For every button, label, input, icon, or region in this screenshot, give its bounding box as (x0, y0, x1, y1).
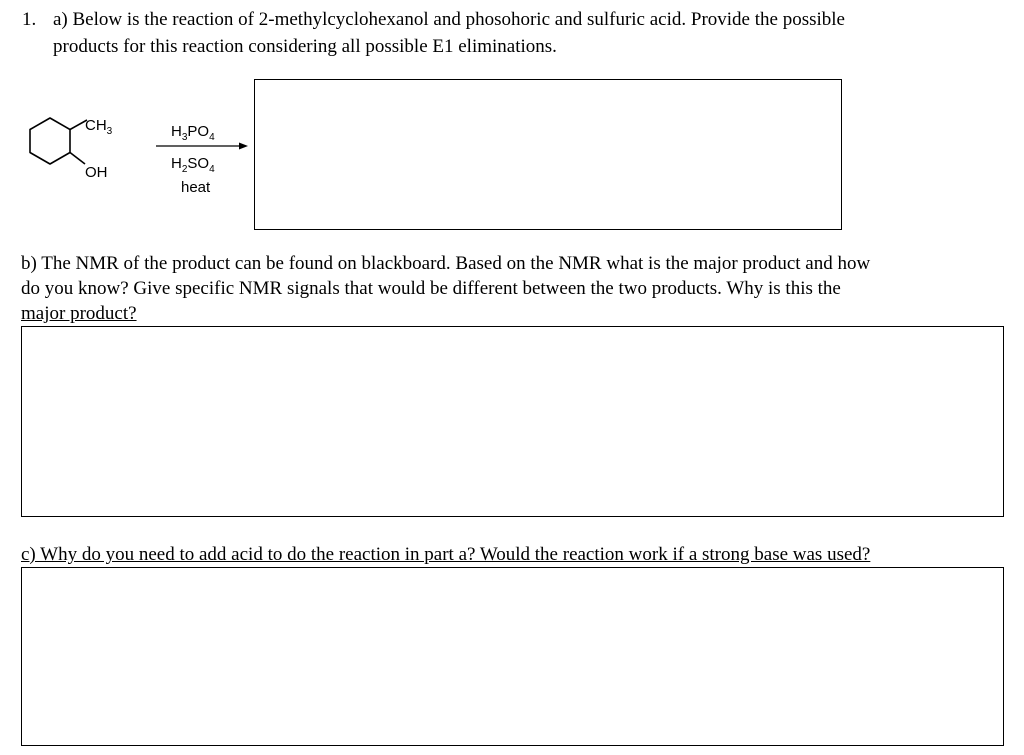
reagent-h2so4: $H_2SO_4$ (171, 155, 215, 175)
methyl-label: $CH_3$ (85, 117, 113, 137)
arrow-head (239, 143, 248, 150)
cyclohexane-ring (30, 118, 87, 164)
question-b-line-2: do you know? Give specific NMR signals that would be different between the two products. Why is this the (21, 278, 841, 299)
answer-box-a[interactable] (254, 79, 842, 230)
question-c: c) Why do you need to add acid to do the reaction in part a? Would the reaction work if a strong base was used? (21, 544, 871, 565)
question-b-line-3: major product? (21, 303, 137, 324)
hydroxyl-label: OH (85, 164, 108, 181)
hydroxyl-bond (70, 153, 85, 165)
question-a-line-1: a) Below is the reaction of 2-methylcyclohexanol and phosohoric and sulfuric acid. Provide the possible (53, 9, 845, 30)
answer-box-b[interactable] (21, 326, 1004, 517)
reaction-scheme (0, 0, 260, 240)
reagent-h3po4: $H_3PO_4$ (171, 123, 215, 143)
condition-heat: heat (181, 179, 211, 196)
question-a-line-2: products for this reaction considering all possible E1 eliminations. (53, 36, 557, 57)
ring-hexagon (30, 118, 70, 164)
question-number: 1. (22, 9, 37, 30)
question-b-line-1: b) The NMR of the product can be found on blackboard. Based on the NMR what is the major product and how (21, 253, 871, 274)
answer-box-c[interactable] (21, 567, 1004, 746)
